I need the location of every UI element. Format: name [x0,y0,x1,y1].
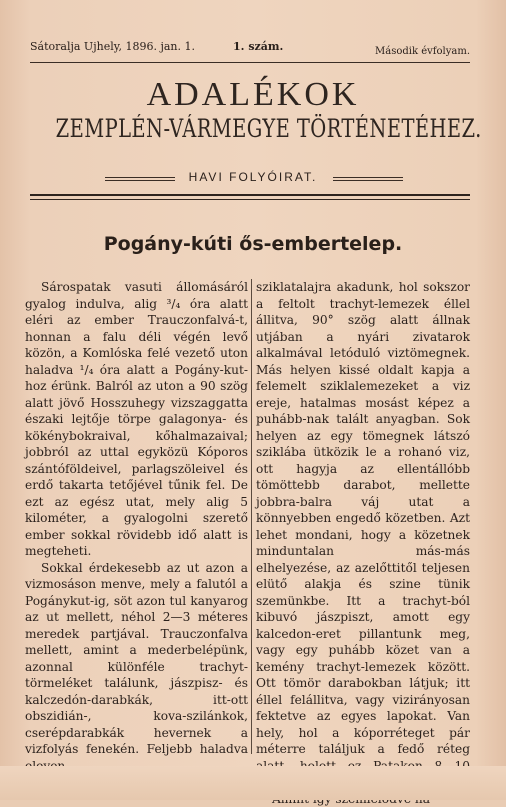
volume-label: Második évfolyam. [375,46,470,57]
paragraph: Sárospatak vasuti állomásáról gyalog indulva, alig ³/₄ óra alatt eléri az ember Trauczonfalvá-t, honnan a falu déli végén levő közön, a Komlóska felé vezető uton haladva ¹/₄ óra alatt a Pogány-kut-hoz érünk. Balról az uton a 90 szög alatt jövő Hosszuhegy vizszaggatta északi lejtője törpe galagonya- és kökénybokraival, kőhalmazaival; jobbról az uttal egyközü Kóporos szántóföldeivel, parlagszöleivel és erdő takarta tetőjével tűnik fel. De ezt az egész utat, mely alig 5 kilométer, a gyalogolni szerető ember sokkal rövidebb idő alatt is megteheti. [25,279,248,560]
issue-number: 1. szám. [233,40,283,53]
issue-info-line [30,40,470,58]
masthead-subtitle: ZEMPLÉN-VÁRMEGYE TÖRTÉNETÉHEZ. [56,114,451,143]
subtitle-rule-right [333,177,403,181]
column-divider [251,279,252,754]
masthead-double-rule [30,194,470,200]
paragraph: sziklatalajra akadunk, hol sokszor a feltolt trachyt-lemezek éllel állitva, 90° szög alatt állnak utjában a nyári zivatarok alkalmával letóduló viztömegnek. Más helyen kissé oldalt kapja a felemelt sziklalemezeket a viz ereje, hatalmas mosást képez a puhább-nak talált anyagban. Sok helyen az egy tömegnek látszó sziklába ütközik le a rohanó viz, ott hagyja az ellentállóbb tömöttebb darabot, mellette jobbra-balra váj utat a könnyebben engedő közetben. Azt lehet mondani, hogy a közetnek minduntalan más-más elhelyezése, az azelőttitől teljesen elütő alakja és szine tünik szemünkbe. Itt a trachyt-ból kibuvó jászpiszt, amott egy kalcedon-eret pillantunk meg, vagy egy puhább közet van a kemény trachyt-lemezek között. Ott tömör darabokban látjuk; itt éllel felállitva, vagy vizirányosan fektetve az egyes lapokat. Van hely, hol a kóporréteget pár méterre találjuk a fedő réteg [256,279,470,791]
paragraph: Sokkal érdekesebb az ut azon a vizmosáson menve, mely a falutól a Pogánykut-ig, söt azon tul kanyarog az ut mellett, néhol 2—3 méteres meredek partjával. Trauczonfalva mellett, amint a mederbelépünk, azonnal különféle trachyt-törmeléket találunk, jászpisz- és kalczedón-darabkák, itt-ott obszidián-, kova-szilánkok, cserépdarabkák hevernek a vizfolyás fenekén. Feljebb haladva [25,560,248,775]
right-column [256,279,470,807]
masthead-title: ADALÉKOK [0,76,506,114]
left-column [25,279,248,774]
article-title: Pogány-kúti ős-embertelep. [0,233,506,255]
publication-type: HAVI FOLYÓIRAT. [0,170,506,184]
page-bottom-margin [0,766,506,800]
date-place: Sátoralja Ujhely, 1896. jan. 1. [30,40,195,53]
header-rule [30,62,470,63]
